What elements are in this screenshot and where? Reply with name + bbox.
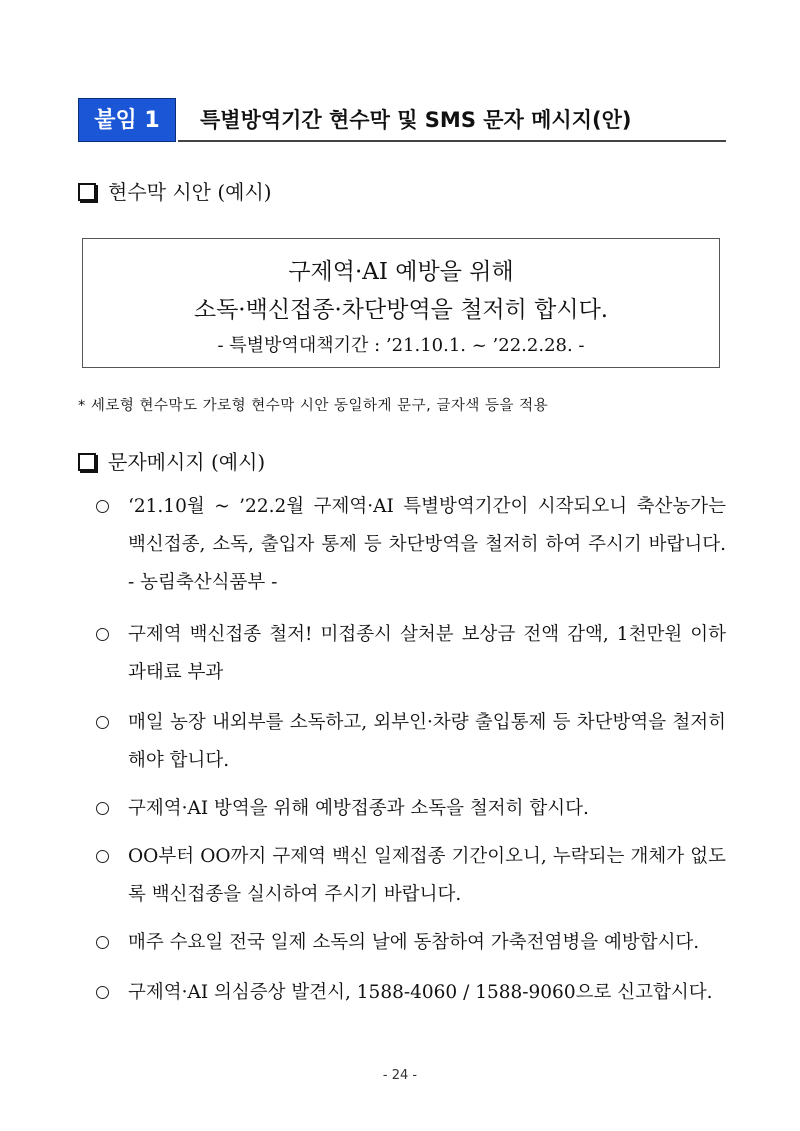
banner-sample-box <box>82 238 720 368</box>
section-heading-banner <box>78 176 272 205</box>
message-text: 구제역 백신접종 철저! 미접종시 살처분 보상금 전액 감액, 1천만원 이하 과태료 부과 <box>128 624 726 683</box>
title-row <box>78 98 726 142</box>
attachment-badge: 붙임 1 <box>78 98 176 142</box>
circle-bullet-icon <box>96 500 109 513</box>
checkbox-square-icon <box>78 183 96 201</box>
circle-bullet-icon <box>96 716 109 729</box>
circle-bullet-icon <box>96 850 109 863</box>
banner-line-1: 구제역·AI 예방을 위해 <box>288 259 514 285</box>
section-heading-text: 문자메시지 <box>108 450 205 474</box>
banner-line-3: - 특별방역대책기간 : ’21.10.1. ~ ’22.2.28. - <box>217 335 585 356</box>
banner-line-2: 소독·백신접종·차단방역을 철저히 합시다. <box>193 297 609 323</box>
section-heading-sms <box>78 446 265 475</box>
document-title: 특별방역기간 현수막 및 SMS 문자 메시지(안) <box>200 108 632 132</box>
checkbox-square-icon <box>78 453 96 471</box>
message-text: OO부터 OO까지 구제역 백신 일제접종 기간이오니, 누락되는 개체가 없도록 백신접종을 실시하여 주시기 바랍니다. <box>128 846 726 905</box>
section-heading-suffix: (예시) <box>210 450 266 474</box>
page-number: - 24 - <box>382 1068 418 1083</box>
message-text: 구제역·AI 의심증상 발견시, 1588-4060 / 1588-9060으로 신고합시다. <box>128 982 713 1003</box>
circle-bullet-icon <box>96 936 109 949</box>
circle-bullet-icon <box>96 986 109 999</box>
title-underline <box>178 140 726 142</box>
message-text: 매일 농장 내외부를 소독하고, 외부인·차량 출입통제 등 차단방역을 철저히 해야 합니다. <box>128 712 726 771</box>
circle-bullet-icon <box>96 628 109 641</box>
message-text: 매주 수요일 전국 일제 소독의 날에 동참하여 가축전염병을 예방합시다. <box>128 932 700 953</box>
message-text: 구제역·AI 방역을 위해 예방접종과 소독을 철저히 합시다. <box>128 798 589 819</box>
message-text: ‘21.10월 ~ ’22.2월 구제역·AI 특별방역기간이 시작되오니 축산농가는 백신접종, 소독, 출입자 통제 등 차단방역을 철저히 하여 주시기 바랍니다. - 농림축산식품부 - <box>128 496 726 593</box>
banner-note: * 세로형 현수막도 가로형 현수막 시안 동일하게 문구, 글자색 등을 적용 <box>78 398 549 414</box>
circle-bullet-icon <box>96 802 109 815</box>
section-heading-text: 현수막 시안 <box>108 180 211 204</box>
section-heading-suffix: (예시) <box>217 180 272 204</box>
